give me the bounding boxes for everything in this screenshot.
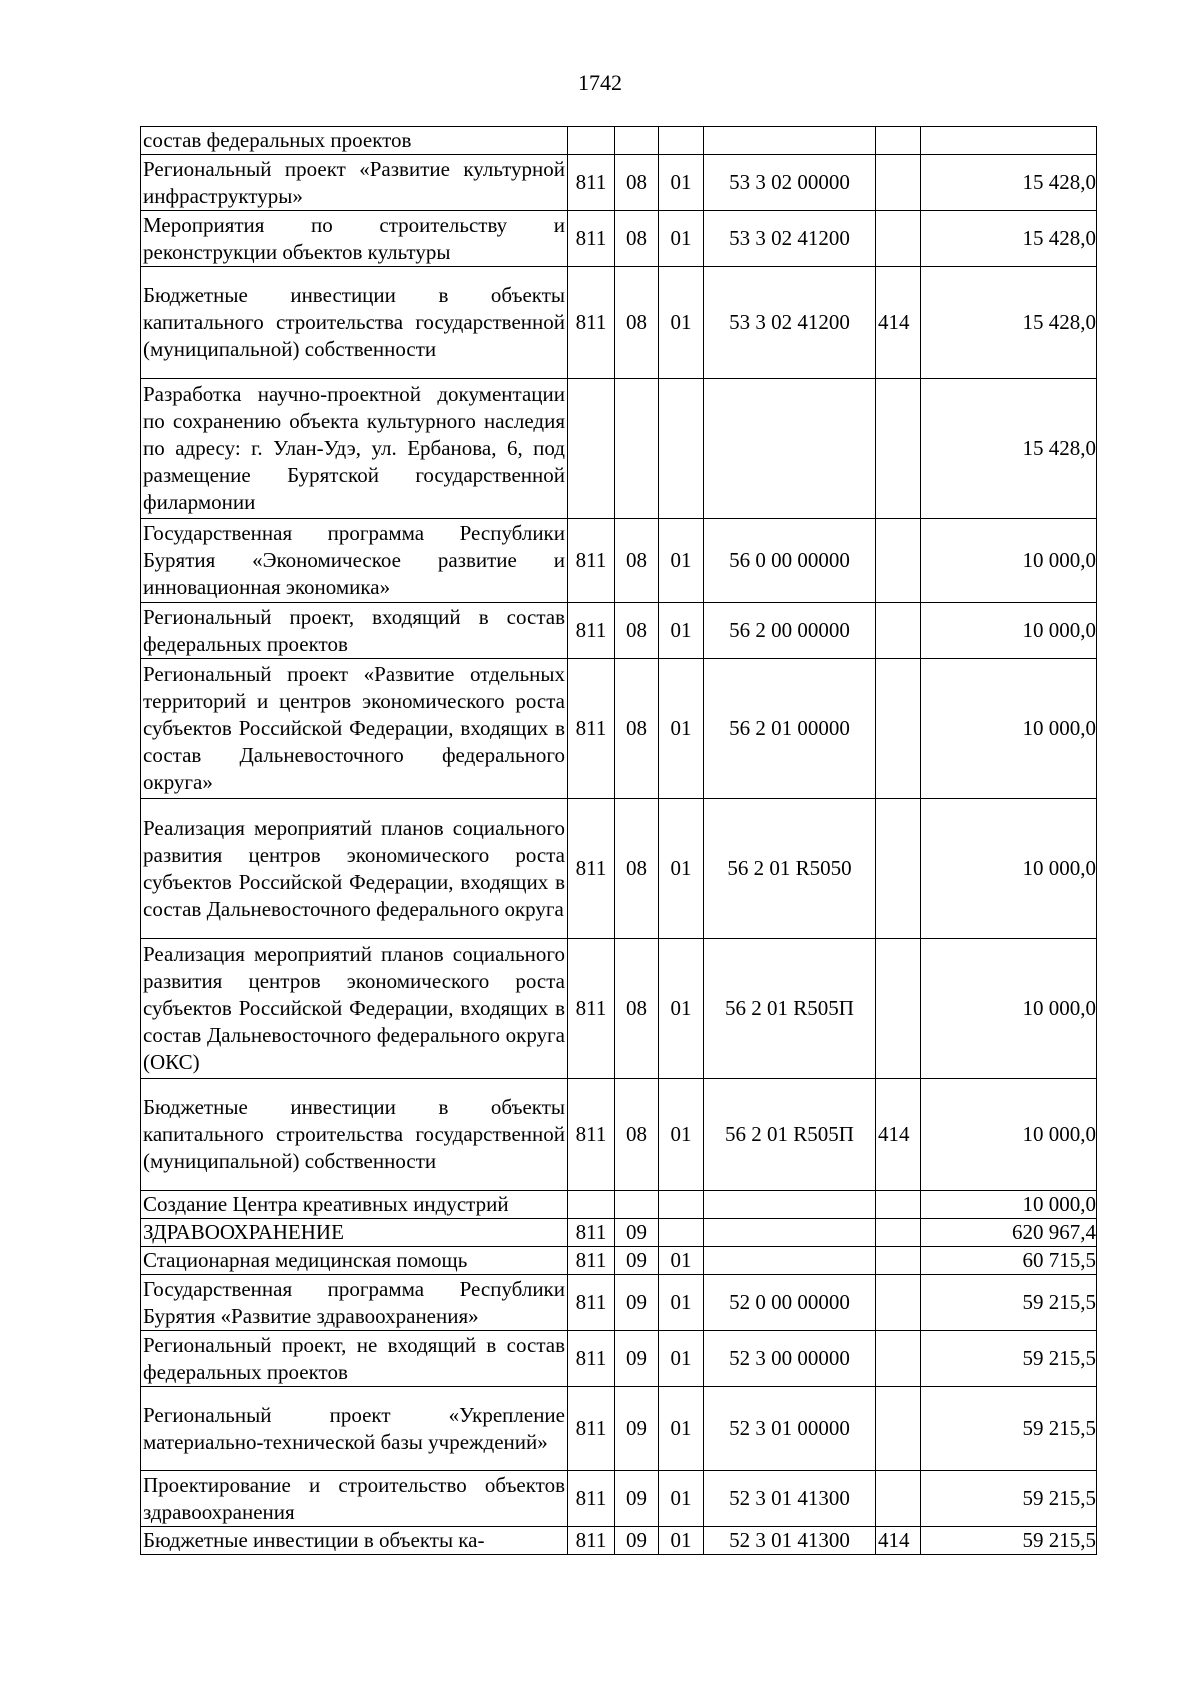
row-sum: 59 215,5 <box>921 1471 1097 1527</box>
row-grbs <box>568 379 615 519</box>
table-row <box>141 127 1097 155</box>
table-row <box>141 1219 1097 1247</box>
row-cs: 52 3 01 00000 <box>704 1387 876 1471</box>
row-name: Бюджетные инвестиции в объекты капитального строительства государственной (муниципальной) собственности <box>141 267 568 379</box>
row-cs: 56 2 01 R5050 <box>704 799 876 939</box>
row-name: Региональный проект «Развитие отдельных территорий и центров экономического роста субъектов Российской Федерации, входящих в состав Дальневосточного федерального округа» <box>141 659 568 799</box>
row-vr <box>876 519 921 603</box>
row-vr <box>876 1191 921 1219</box>
row-vr: 414 <box>876 267 921 379</box>
table-row <box>141 267 1097 379</box>
table-row <box>141 519 1097 603</box>
row-name: Государственная программа Республики Бурятия «Экономическое развитие и инновационная экономика» <box>141 519 568 603</box>
row-cs <box>704 1219 876 1247</box>
row-name: Разработка научно-проектной документации по сохранению объекта культурного наследия по адресу: г. Улан-Удэ, ул. Ербанова, 6, под размещение Бурятской государственной филармонии <box>141 379 568 519</box>
row-grbs: 811 <box>568 603 615 659</box>
row-pr: 01 <box>659 267 704 379</box>
row-cs <box>704 1191 876 1219</box>
row-cs: 56 2 01 R505П <box>704 939 876 1079</box>
row-name: Реализация мероприятий планов социального развития центров экономического роста субъектов Российской Федерации, входящих в состав Дальневосточного федерального округа <box>141 799 568 939</box>
row-sum <box>921 127 1097 155</box>
row-pr: 01 <box>659 1079 704 1191</box>
row-rz: 09 <box>615 1331 659 1387</box>
row-cs: 56 0 00 00000 <box>704 519 876 603</box>
row-sum: 10 000,0 <box>921 939 1097 1079</box>
row-name: Проектирование и строительство объектов здравоохранения <box>141 1471 568 1527</box>
row-sum: 10 000,0 <box>921 603 1097 659</box>
row-cs: 56 2 00 00000 <box>704 603 876 659</box>
row-name: Создание Центра креативных индустрий <box>141 1191 568 1219</box>
row-name: Реализация мероприятий планов социального развития центров экономического роста субъектов Российской Федерации, входящих в состав Дальневосточного федерального округа (ОКС) <box>141 939 568 1079</box>
row-vr <box>876 1247 921 1275</box>
row-vr <box>876 1387 921 1471</box>
row-pr <box>659 379 704 519</box>
table-row <box>141 211 1097 267</box>
row-vr <box>876 1331 921 1387</box>
row-sum: 15 428,0 <box>921 155 1097 211</box>
row-vr <box>876 1275 921 1331</box>
row-pr: 01 <box>659 603 704 659</box>
row-vr: 414 <box>876 1527 921 1555</box>
row-vr <box>876 155 921 211</box>
row-sum: 59 215,5 <box>921 1387 1097 1471</box>
row-grbs: 811 <box>568 267 615 379</box>
row-vr: 414 <box>876 1079 921 1191</box>
row-cs: 53 3 02 41200 <box>704 267 876 379</box>
row-vr <box>876 799 921 939</box>
row-pr: 01 <box>659 1387 704 1471</box>
row-cs: 52 3 01 41300 <box>704 1527 876 1555</box>
row-sum: 10 000,0 <box>921 1079 1097 1191</box>
row-cs: 52 3 00 00000 <box>704 1331 876 1387</box>
table-row <box>141 1331 1097 1387</box>
row-vr <box>876 939 921 1079</box>
row-grbs <box>568 127 615 155</box>
row-cs: 53 3 02 00000 <box>704 155 876 211</box>
row-pr: 01 <box>659 659 704 799</box>
row-rz: 09 <box>615 1387 659 1471</box>
row-sum: 59 215,5 <box>921 1275 1097 1331</box>
row-sum: 15 428,0 <box>921 379 1097 519</box>
table-row <box>141 155 1097 211</box>
row-rz: 08 <box>615 519 659 603</box>
row-sum: 59 215,5 <box>921 1527 1097 1555</box>
row-pr: 01 <box>659 519 704 603</box>
row-name: Государственная программа Республики Бурятия «Развитие здравоохранения» <box>141 1275 568 1331</box>
row-vr <box>876 211 921 267</box>
row-rz: 09 <box>615 1471 659 1527</box>
row-grbs: 811 <box>568 1471 615 1527</box>
row-rz <box>615 1191 659 1219</box>
row-pr: 01 <box>659 939 704 1079</box>
row-sum: 60 715,5 <box>921 1247 1097 1275</box>
row-cs <box>704 1247 876 1275</box>
row-sum: 10 000,0 <box>921 659 1097 799</box>
row-grbs: 811 <box>568 1079 615 1191</box>
row-pr: 01 <box>659 799 704 939</box>
row-name: Региональный проект «Укрепление материально-технической базы учреждений» <box>141 1387 568 1471</box>
row-name: Бюджетные инвестиции в объекты капитального строительства государственной (муниципальной) собственности <box>141 1079 568 1191</box>
row-grbs: 811 <box>568 1387 615 1471</box>
row-pr: 01 <box>659 1331 704 1387</box>
row-grbs <box>568 1191 615 1219</box>
row-rz: 09 <box>615 1247 659 1275</box>
row-name: Региональный проект «Развитие культурной инфраструктуры» <box>141 155 568 211</box>
table-row <box>141 939 1097 1079</box>
row-vr <box>876 603 921 659</box>
row-grbs: 811 <box>568 799 615 939</box>
table-row <box>141 603 1097 659</box>
row-pr: 01 <box>659 155 704 211</box>
row-grbs: 811 <box>568 1275 615 1331</box>
row-cs: 52 3 01 41300 <box>704 1471 876 1527</box>
table-row <box>141 379 1097 519</box>
row-name: Стационарная медицинская помощь <box>141 1247 568 1275</box>
row-name: ЗДРАВООХРАНЕНИЕ <box>141 1219 568 1247</box>
row-grbs: 811 <box>568 1247 615 1275</box>
row-pr: 01 <box>659 1275 704 1331</box>
row-cs: 56 2 01 00000 <box>704 659 876 799</box>
budget-table <box>140 126 1097 1555</box>
row-name: Мероприятия по строительству и реконструкции объектов культуры <box>141 211 568 267</box>
row-rz: 08 <box>615 939 659 1079</box>
row-sum: 10 000,0 <box>921 1191 1097 1219</box>
row-grbs: 811 <box>568 659 615 799</box>
row-pr <box>659 1191 704 1219</box>
table-row <box>141 1191 1097 1219</box>
row-cs <box>704 379 876 519</box>
row-pr <box>659 127 704 155</box>
row-sum: 10 000,0 <box>921 519 1097 603</box>
row-grbs: 811 <box>568 519 615 603</box>
table-row <box>141 1079 1097 1191</box>
row-name: Региональный проект, входящий в состав федеральных проектов <box>141 603 568 659</box>
row-cs: 56 2 01 R505П <box>704 1079 876 1191</box>
row-pr: 01 <box>659 1247 704 1275</box>
row-rz: 08 <box>615 155 659 211</box>
row-pr <box>659 1219 704 1247</box>
row-grbs: 811 <box>568 211 615 267</box>
row-rz: 08 <box>615 211 659 267</box>
row-sum: 59 215,5 <box>921 1331 1097 1387</box>
table-row <box>141 1387 1097 1471</box>
table-row <box>141 799 1097 939</box>
row-grbs: 811 <box>568 155 615 211</box>
row-name: Региональный проект, не входящий в состав федеральных проектов <box>141 1331 568 1387</box>
row-sum: 15 428,0 <box>921 211 1097 267</box>
row-cs: 52 0 00 00000 <box>704 1275 876 1331</box>
table-row <box>141 1471 1097 1527</box>
table-row <box>141 1527 1097 1555</box>
row-pr: 01 <box>659 211 704 267</box>
row-rz: 08 <box>615 659 659 799</box>
table-row <box>141 1247 1097 1275</box>
row-grbs: 811 <box>568 1219 615 1247</box>
row-rz: 08 <box>615 799 659 939</box>
row-rz <box>615 379 659 519</box>
table-row <box>141 659 1097 799</box>
row-sum: 620 967,4 <box>921 1219 1097 1247</box>
row-vr <box>876 127 921 155</box>
page-number: 1742 <box>578 70 622 95</box>
row-vr <box>876 659 921 799</box>
row-rz: 09 <box>615 1219 659 1247</box>
row-rz: 08 <box>615 1079 659 1191</box>
row-name: состав федеральных проектов <box>141 127 568 155</box>
row-cs <box>704 127 876 155</box>
row-cs: 53 3 02 41200 <box>704 211 876 267</box>
row-vr <box>876 1471 921 1527</box>
row-vr <box>876 379 921 519</box>
row-rz: 08 <box>615 267 659 379</box>
row-vr <box>876 1219 921 1247</box>
row-rz: 09 <box>615 1275 659 1331</box>
row-rz: 09 <box>615 1527 659 1555</box>
row-grbs: 811 <box>568 939 615 1079</box>
row-grbs: 811 <box>568 1527 615 1555</box>
row-rz: 08 <box>615 603 659 659</box>
row-pr: 01 <box>659 1527 704 1555</box>
table-row <box>141 1275 1097 1331</box>
row-rz <box>615 127 659 155</box>
row-sum: 15 428,0 <box>921 267 1097 379</box>
row-pr: 01 <box>659 1471 704 1527</box>
row-sum: 10 000,0 <box>921 799 1097 939</box>
row-name: Бюджетные инвестиции в объекты ка- <box>141 1527 568 1555</box>
row-grbs: 811 <box>568 1331 615 1387</box>
